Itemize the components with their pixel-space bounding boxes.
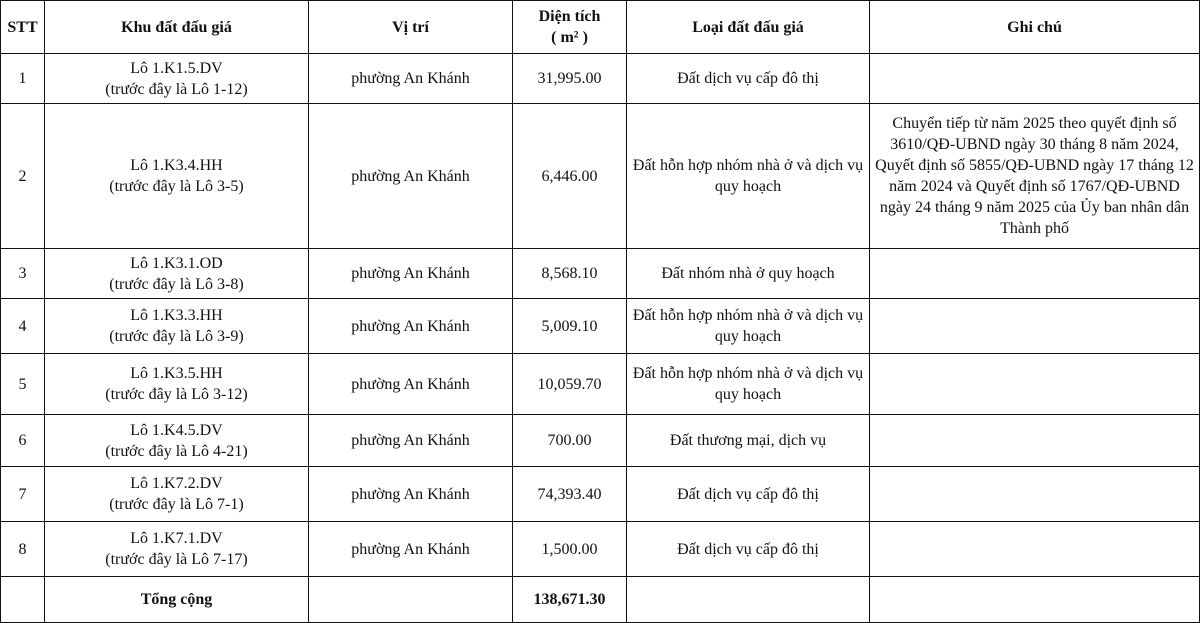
parcel-previous: (trước đây là Lô 1-12) xyxy=(105,80,248,98)
header-parcel: Khu đất đấu giá xyxy=(45,1,309,54)
parcel-previous: (trước đây là Lô 7-1) xyxy=(109,496,244,513)
row-stt: 8 xyxy=(1,522,45,577)
row-note xyxy=(870,249,1200,299)
row-area: 6,446.00 xyxy=(513,104,627,249)
row-land-type: Đất dịch vụ cấp đô thị xyxy=(627,54,870,104)
row-location: phường An Khánh xyxy=(309,415,513,467)
header-land-type: Loại đất đấu giá xyxy=(627,1,870,54)
row-location: phường An Khánh xyxy=(309,104,513,249)
row-parcel xyxy=(45,415,309,467)
row-parcel xyxy=(45,54,309,104)
table-header-row xyxy=(1,1,1200,54)
table-row xyxy=(1,354,1200,415)
parcel-previous: (trước đây là Lô 3-5) xyxy=(109,178,244,195)
parcel-code: Lô 1.K3.3.HH xyxy=(130,307,223,324)
row-parcel xyxy=(45,104,309,249)
row-location: phường An Khánh xyxy=(309,54,513,104)
row-parcel xyxy=(45,299,309,354)
header-area-label: Diện tích xyxy=(538,8,601,25)
row-area: 1,500.00 xyxy=(513,522,627,577)
row-land-type: Đất thương mại, dịch vụ xyxy=(627,415,870,467)
row-note xyxy=(870,354,1200,415)
row-location: phường An Khánh xyxy=(309,249,513,299)
row-stt: 1 xyxy=(1,54,45,104)
table-row xyxy=(1,522,1200,577)
row-parcel xyxy=(45,522,309,577)
row-land-type: Đất dịch vụ cấp đô thị xyxy=(627,467,870,522)
parcel-code: Lô 1.K7.1.DV xyxy=(130,530,223,547)
row-note xyxy=(870,522,1200,577)
row-area: 74,393.40 xyxy=(513,467,627,522)
row-area: 10,059.70 xyxy=(513,354,627,415)
total-label: Tổng cộng xyxy=(45,577,309,623)
row-area: 8,568.10 xyxy=(513,249,627,299)
row-stt: 4 xyxy=(1,299,45,354)
row-location: phường An Khánh xyxy=(309,354,513,415)
row-land-type: Đất hỗn hợp nhóm nhà ở và dịch vụ quy hoạch xyxy=(627,104,870,249)
row-location: phường An Khánh xyxy=(309,467,513,522)
parcel-previous: (trước đây là Lô 7-17) xyxy=(105,551,248,568)
header-area xyxy=(513,1,627,54)
row-land-type: Đất nhóm nhà ở quy hoạch xyxy=(627,249,870,299)
row-location: phường An Khánh xyxy=(309,299,513,354)
row-area: 5,009.10 xyxy=(513,299,627,354)
header-location: Vị trí xyxy=(309,1,513,54)
row-land-type: Đất dịch vụ cấp đô thị xyxy=(627,522,870,577)
total-row xyxy=(1,577,1200,623)
table-row xyxy=(1,299,1200,354)
row-area: 31,995.00 xyxy=(513,54,627,104)
row-note xyxy=(870,467,1200,522)
header-area-unit: ( m² ) xyxy=(551,29,588,46)
row-location: phường An Khánh xyxy=(309,522,513,577)
total-area: 138,671.30 xyxy=(513,577,627,623)
row-land-type: Đất hỗn hợp nhóm nhà ở và dịch vụ quy hoạch xyxy=(627,354,870,415)
table-row xyxy=(1,54,1200,104)
table-row xyxy=(1,104,1200,249)
parcel-previous: (trước đây là Lô 3-9) xyxy=(109,328,244,345)
total-location-empty xyxy=(309,577,513,623)
table-row xyxy=(1,249,1200,299)
row-stt: 6 xyxy=(1,415,45,467)
row-area: 700.00 xyxy=(513,415,627,467)
row-stt: 2 xyxy=(1,104,45,249)
parcel-code: Lô 1.K3.5.HH xyxy=(130,365,223,382)
row-stt: 7 xyxy=(1,467,45,522)
header-note: Ghi chú xyxy=(870,1,1200,54)
row-stt: 5 xyxy=(1,354,45,415)
parcel-code: Lô 1.K3.1.OD xyxy=(130,254,223,272)
table-row xyxy=(1,467,1200,522)
row-land-type: Đất hỗn hợp nhóm nhà ở và dịch vụ quy hoạch xyxy=(627,299,870,354)
row-note xyxy=(870,299,1200,354)
total-stt-empty xyxy=(1,577,45,623)
parcel-previous: (trước đây là Lô 4-21) xyxy=(105,442,248,460)
row-note: Chuyển tiếp từ năm 2025 theo quyết định số 3610/QĐ-UBND ngày 30 tháng 8 năm 2024, Quyết định số 5855/QĐ-UBND ngày 17 tháng 12 năm 2024 và Quyết định số 1767/QĐ-UBND ngày 24 tháng 9 năm 2025 của Ủy ban nhân dân Thành phố xyxy=(870,104,1200,249)
parcel-code: Lô 1.K3.4.HH xyxy=(130,157,223,174)
parcel-previous: (trước đây là Lô 3-12) xyxy=(105,386,248,403)
total-note-empty xyxy=(870,577,1200,623)
row-note xyxy=(870,54,1200,104)
parcel-code: Lô 1.K1.5.DV xyxy=(130,59,223,77)
row-note xyxy=(870,415,1200,467)
row-parcel xyxy=(45,354,309,415)
row-stt: 3 xyxy=(1,249,45,299)
header-stt: STT xyxy=(1,1,45,54)
parcel-previous: (trước đây là Lô 3-8) xyxy=(109,275,244,293)
parcel-code: Lô 1.K7.2.DV xyxy=(130,475,223,492)
parcel-code: Lô 1.K4.5.DV xyxy=(130,421,223,439)
total-land-type-empty xyxy=(627,577,870,623)
row-parcel xyxy=(45,249,309,299)
table-row xyxy=(1,415,1200,467)
row-parcel xyxy=(45,467,309,522)
